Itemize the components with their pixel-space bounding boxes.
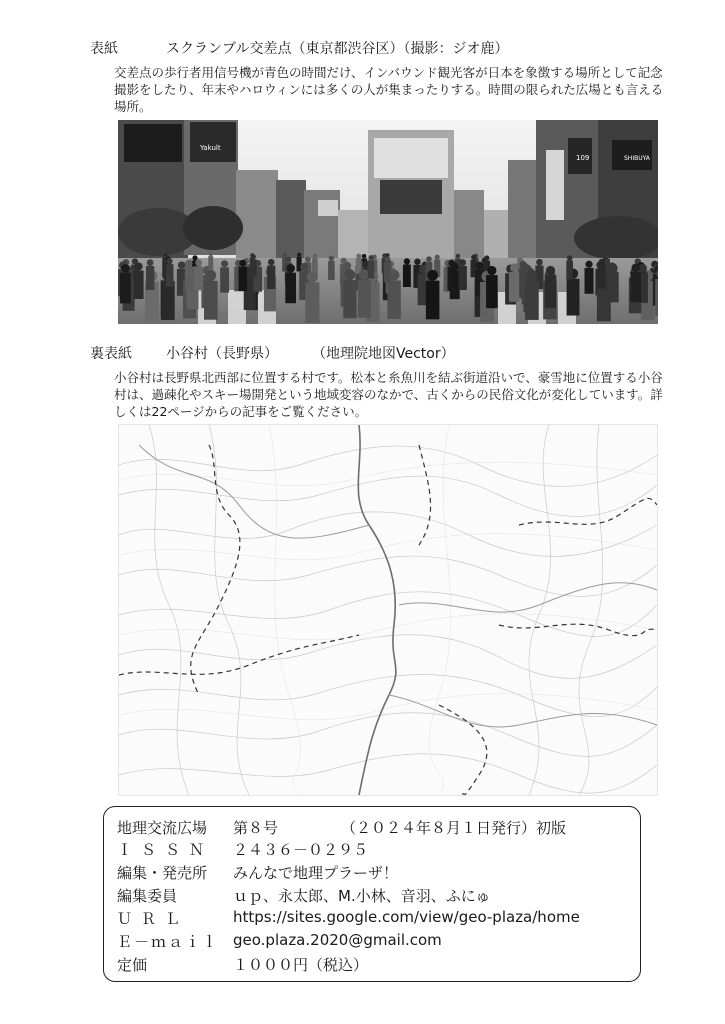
pedestrian	[486, 275, 498, 308]
pedestrian-head	[451, 263, 459, 271]
issue-number: 第８号	[233, 819, 279, 837]
pedestrian	[509, 272, 519, 302]
pedestrian	[655, 279, 658, 316]
pedestrian	[458, 266, 466, 290]
pedestrian	[368, 260, 374, 278]
editors-label: 編集委員	[117, 887, 178, 905]
pedestrian-head	[435, 255, 440, 260]
editors-value: ｕｐ、永太郎、M.小林、音羽、ふにゅ	[233, 887, 491, 905]
pedestrian-head	[147, 259, 154, 266]
pedestrian	[161, 281, 175, 320]
pedestrian-head	[356, 254, 360, 258]
pedestrian-head	[546, 266, 555, 275]
topographic-map	[118, 424, 658, 796]
url-link[interactable]: https://sites.google.com/view/geo-plaza/home	[233, 908, 580, 926]
pedestrian-head	[307, 271, 318, 282]
cover-label: 表紙	[90, 41, 118, 57]
cover-photo	[118, 120, 658, 324]
pedestrian	[208, 256, 213, 270]
pedestrian	[220, 267, 229, 292]
pedestrian	[194, 266, 202, 290]
otari-village-map	[119, 425, 657, 795]
pedestrian-head	[135, 263, 143, 271]
back-cover-heading	[90, 343, 455, 363]
pedestrian	[585, 268, 594, 294]
pedestrian-head	[313, 254, 318, 259]
pedestrian-head	[209, 252, 213, 256]
pedestrian	[450, 271, 460, 300]
pedestrian	[387, 280, 400, 318]
publication-date: （２０２４年８月１日発行）初版	[341, 819, 567, 837]
pedestrian-head	[300, 263, 308, 271]
pedestrian	[343, 280, 356, 318]
pedestrian-head	[459, 259, 466, 266]
pedestrian-head	[510, 264, 518, 272]
pedestrian	[267, 266, 275, 290]
pedestrian-head	[471, 255, 476, 260]
pedestrian	[358, 280, 371, 318]
pedestrian-head	[369, 255, 374, 260]
pedestrian-head	[599, 259, 606, 266]
yakult-sign: Yakult	[200, 144, 221, 152]
pedestrian-head	[268, 259, 275, 266]
pedestrian	[328, 261, 335, 280]
pedestrian	[525, 281, 539, 320]
pedestrian-head	[345, 269, 356, 280]
pedestrian-head	[609, 264, 617, 272]
pedestrian-head	[526, 270, 537, 281]
pedestrian-head	[427, 270, 438, 281]
pedestrian-head	[484, 255, 489, 260]
pedestrian-head	[121, 264, 130, 273]
pedestrian	[134, 270, 144, 298]
back-cover-title: 小谷村（長野県）	[166, 346, 278, 362]
pedestrian	[185, 267, 194, 292]
pedestrian	[166, 264, 174, 286]
publisher-label: 編集・発売所	[117, 864, 208, 882]
pedestrian	[566, 261, 573, 280]
colophon-box	[103, 806, 641, 982]
pedestrian-head	[251, 254, 256, 259]
pedestrian-head	[205, 270, 216, 281]
email-label: Ｅ－ｍａｉｌ	[117, 933, 220, 951]
pedestrian-head	[362, 254, 367, 259]
pedestrian-head	[567, 256, 572, 261]
pedestrian-head	[286, 257, 292, 263]
pedestrian-head	[404, 258, 410, 264]
pedestrian-head	[297, 253, 301, 257]
pedestrian-head	[283, 253, 287, 257]
back-cover-description: 小谷村は長野県北西部に位置する村です。松本と糸魚川を結ぶ街道沿いで、豪雪地に位置する小谷村は、過疎化やスキー場開発という地域変容のなかで、古くからの民俗文化が変化しています。詳しくは22ページからの記事をご覧ください。	[114, 370, 663, 419]
pedestrian-head	[239, 260, 246, 267]
cover-description: 交差点の歩行者用信号機が青色の時間だけ、インバウンド観光客が日本を象徴する場所として記念撮影をしたり、年末やハロウィンには多くの人が集まったりする。時間の限られた広場とも言える場所。	[114, 65, 664, 114]
pedestrian	[403, 265, 411, 288]
pedestrian	[297, 257, 302, 272]
pedestrian	[285, 273, 296, 304]
pedestrian	[426, 281, 440, 320]
pedestrian-head	[221, 260, 228, 267]
pedestrian-head	[343, 262, 351, 270]
pedestrian-head	[487, 266, 496, 275]
pedestrian-head	[520, 262, 528, 270]
pedestrian-head	[456, 254, 461, 259]
cover-heading	[90, 38, 508, 58]
url-label: ＵＲＬ	[117, 910, 190, 928]
pedestrian	[305, 282, 319, 322]
pedestrian-head	[631, 264, 639, 272]
issn-label: ＩＳＳＮ	[117, 841, 214, 859]
pedestrian	[630, 272, 641, 302]
publisher-value: みんなで地理プラーザ！	[233, 864, 399, 882]
journal-name: 地理交流広場	[117, 819, 208, 837]
pedestrian-head	[286, 264, 295, 273]
email-link[interactable]: geo.plaza.2020@gmail.com	[233, 931, 442, 949]
price-value: １０００円（税込）	[233, 956, 369, 974]
scramble-crossing-image	[118, 120, 658, 324]
pedestrian-head	[178, 261, 186, 269]
pedestrian	[384, 262, 391, 282]
pedestrian-head	[426, 256, 432, 262]
pedestrian	[545, 275, 557, 308]
pedestrian-head	[476, 262, 484, 270]
pedestrian-head	[192, 255, 197, 260]
pedestrian	[146, 266, 154, 290]
pedestrian-head	[414, 259, 420, 265]
cover-title: スクランブル交差点（東京都渋谷区）（撮影：ジオ鹿）	[166, 41, 509, 57]
shibuya-sign: SHIBUYA	[624, 155, 650, 162]
pedestrian	[204, 281, 218, 320]
map-source: （地理院地図Vector）	[312, 346, 455, 362]
price-label: 定価	[117, 956, 148, 974]
pedestrian	[567, 279, 580, 316]
109-sign: 109	[576, 154, 590, 162]
pedestrian	[239, 267, 248, 292]
pedestrian-head	[329, 256, 334, 261]
pedestrian	[598, 265, 606, 288]
pedestrian-head	[605, 254, 610, 259]
pedestrian-head	[536, 259, 543, 266]
pedestrian	[120, 273, 131, 304]
pedestrian-head	[305, 257, 311, 263]
pedestrian-head	[166, 258, 172, 264]
pedestrian-head	[186, 260, 193, 267]
issn-value: ２４３６－０２９５	[233, 841, 369, 859]
pedestrian-head	[384, 257, 390, 263]
pedestrian-head	[585, 261, 592, 268]
back-cover-label: 裏表紙	[90, 346, 132, 362]
pedestrian	[250, 259, 256, 276]
pedestrian-head	[195, 259, 202, 266]
